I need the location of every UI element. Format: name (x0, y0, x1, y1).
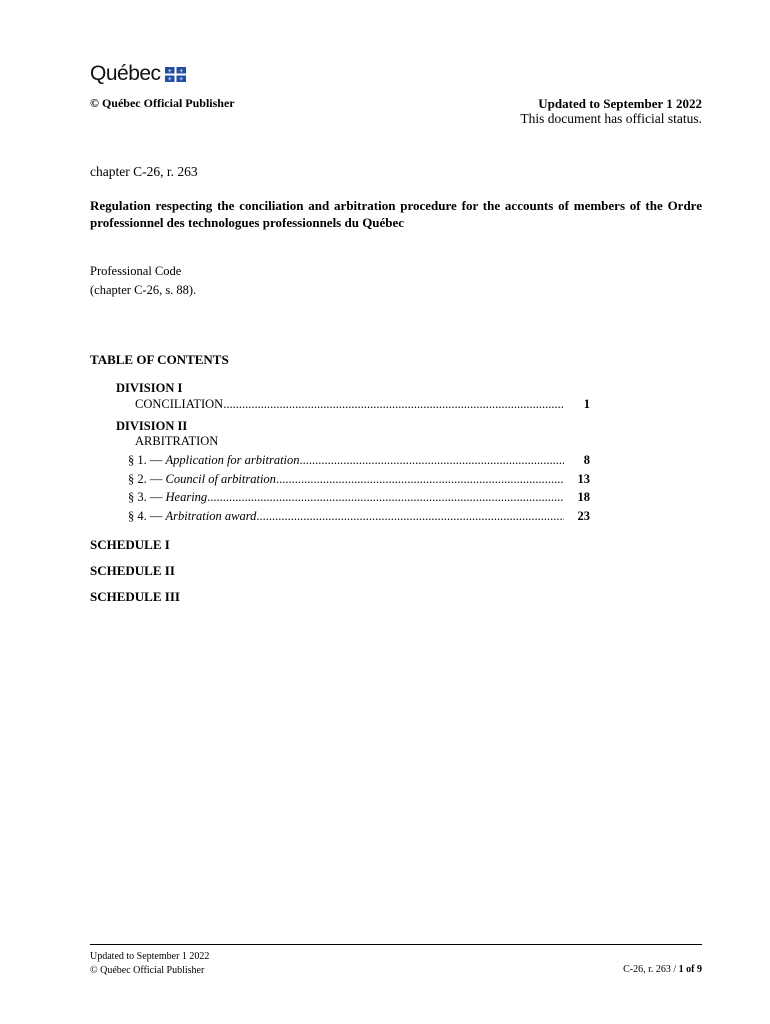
footer-page-number: 1 of 9 (678, 964, 702, 975)
publisher-label: © Québec Official Publisher (90, 96, 235, 110)
toc-leader-dots (300, 453, 564, 468)
regulation-title: Regulation respecting the conciliation and arbitration procedure for the accounts of members of the Ordre professionnel des technologues professionnels du Québec (90, 198, 702, 230)
toc-division-2-label: DIVISION II (116, 419, 188, 433)
svg-text:⚜: ⚜ (178, 68, 184, 75)
toc-schedule-1[interactable]: SCHEDULE I (90, 537, 170, 552)
toc-entry-section-1[interactable] (128, 453, 590, 468)
toc-section-title: Arbitration award (165, 509, 257, 523)
toc-section-prefix: § 2. — (128, 472, 166, 486)
footer-updated: Updated to September 1 2022 (90, 951, 210, 962)
toc-section-prefix: § 3. — (128, 490, 166, 504)
toc-entry-page: 13 (577, 472, 590, 486)
toc-schedule-2[interactable]: SCHEDULE II (90, 563, 175, 578)
footer-divider (90, 944, 702, 945)
footer-reference: C-26, r. 263 / (623, 964, 679, 975)
svg-text:⚜: ⚜ (167, 68, 172, 75)
updated-date: Updated to September 1 2022 (538, 96, 702, 111)
toc-leader-dots (276, 472, 564, 487)
svg-text:⚜: ⚜ (167, 76, 172, 82)
quebec-flag-icon (165, 67, 186, 82)
svg-text:⚜: ⚜ (178, 76, 184, 82)
toc-entry-page: 18 (577, 490, 590, 504)
toc-section-prefix: § 1. — (128, 453, 166, 467)
toc-schedule-3[interactable]: SCHEDULE III (90, 589, 180, 604)
toc-entry-conciliation[interactable] (135, 397, 590, 412)
toc-entry-page: 8 (583, 453, 590, 467)
toc-section-prefix: § 4. — (128, 509, 166, 523)
enabling-act: Professional Code (90, 264, 182, 278)
toc-section-title: Application for arbitration (165, 453, 300, 467)
quebec-logo (90, 62, 186, 86)
toc-section-title: Hearing (165, 490, 208, 504)
toc-division-1-label: DIVISION I (116, 381, 183, 395)
toc-leader-dots (256, 509, 564, 524)
toc-entry-section-2[interactable] (128, 472, 590, 487)
toc-entry-section-4[interactable] (128, 509, 590, 524)
footer-page-info (623, 964, 702, 975)
toc-entry-page: 23 (577, 509, 590, 523)
footer-publisher: © Québec Official Publisher (90, 965, 205, 976)
official-status: This document has official status. (520, 111, 702, 126)
logo-wordmark: Québec (90, 62, 161, 85)
toc-heading: TABLE OF CONTENTS (90, 352, 229, 367)
toc-leader-dots (207, 490, 564, 505)
toc-leader-dots (223, 397, 564, 412)
chapter-reference: chapter C-26, r. 263 (90, 164, 198, 179)
toc-division-2-title: ARBITRATION (135, 434, 219, 448)
enabling-reference: (chapter C-26, s. 88). (90, 283, 197, 297)
toc-entry-title: CONCILIATION (135, 397, 224, 411)
toc-entry-page: 1 (583, 397, 590, 411)
toc-section-title: Council of arbitration (165, 472, 276, 486)
footer-left (90, 950, 209, 978)
toc-entry-section-3[interactable] (128, 490, 590, 505)
